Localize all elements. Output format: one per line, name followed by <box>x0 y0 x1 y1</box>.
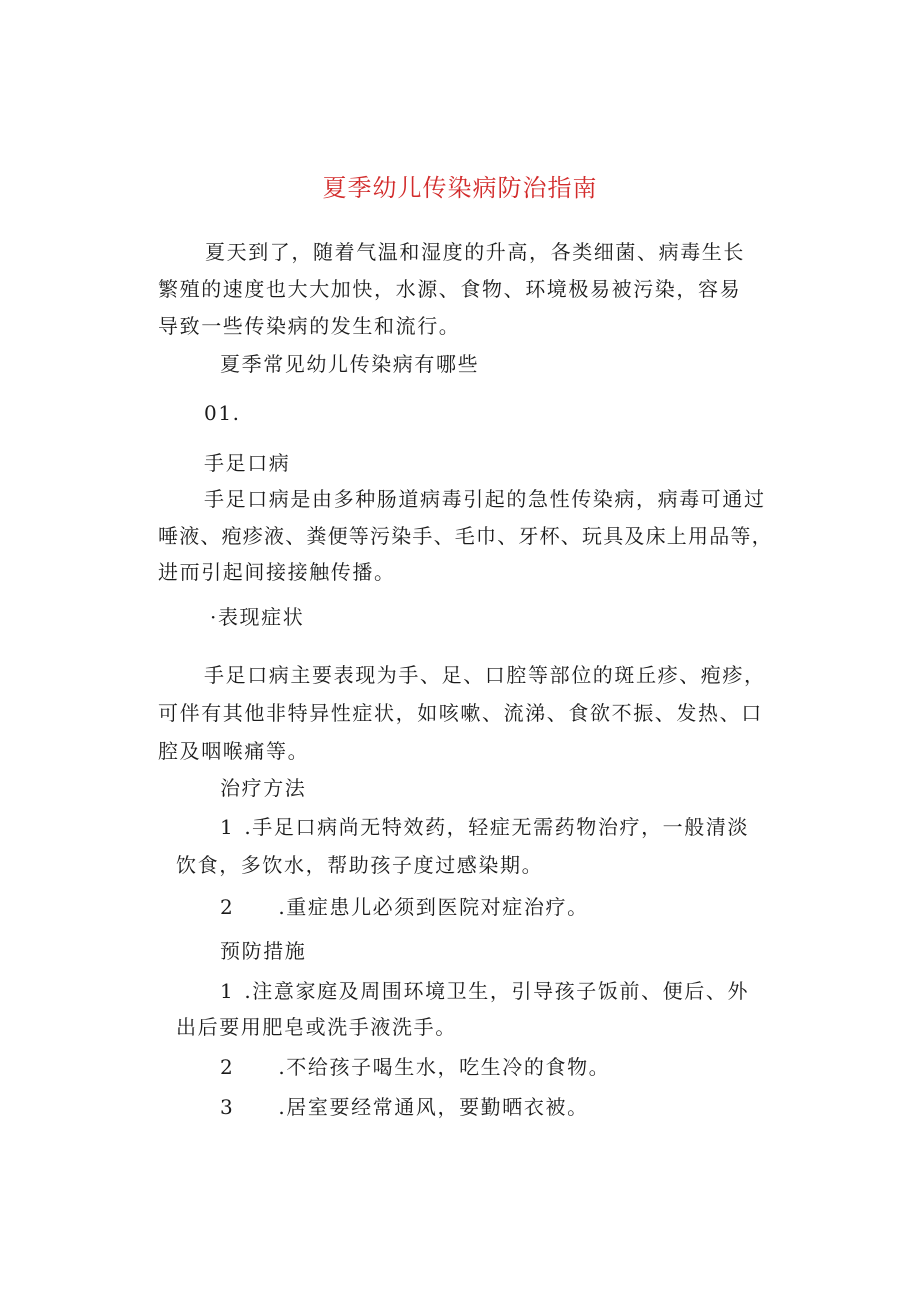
document-title: 夏季幼儿传染病防治指南 <box>322 174 598 202</box>
prevention-item-2-text: .不给孩子喝生水，吃生冷的食物。 <box>278 1055 611 1079</box>
intro-line-3: 导致一些传染病的发生和流行。 <box>158 314 461 338</box>
prevention-item-1-text: .注意家庭及周围环境卫生，引导孩子饭前、便后、外 <box>244 979 750 1003</box>
prevention-item-3-text: .居室要经常通风，要勤晒衣被。 <box>278 1095 589 1119</box>
disease-name: 手足口病 <box>204 451 291 475</box>
prevention-item-1-continued: 出后要用肥皂或洗手液洗手。 <box>176 1015 457 1039</box>
disease-desc-line-2: 唾液、疱疹液、粪便等污染手、毛巾、牙杯、玩具及床上用品等， <box>158 524 773 548</box>
prevention-item-3 <box>220 1093 589 1121</box>
prevention-item-3-number: 3 <box>220 1095 235 1119</box>
disease-desc-line-1: 手足口病是由多种肠道病毒引起的急性传染病，病毒可通过 <box>204 487 766 511</box>
prevention-item-2 <box>220 1053 610 1081</box>
intro-line-2: 繁殖的速度也大大加快，水源、食物、环境极易被污染，容易 <box>158 277 742 301</box>
symptoms-heading: ·表现症状 <box>210 605 305 629</box>
treatment-item-1 <box>220 813 749 841</box>
symptoms-desc-line-2: 可伴有其他非特异性症状，如咳嗽、流涕、食欲不振、发热、口 <box>158 701 763 725</box>
treatment-item-2 <box>220 893 589 921</box>
section-heading: 夏季常见幼儿传染病有哪些 <box>220 352 480 376</box>
treatment-item-1-number: 1 <box>220 815 235 839</box>
treatment-item-2-number: 2 <box>220 895 235 919</box>
item-number: 01. <box>204 401 241 425</box>
symptoms-desc-line-3: 腔及咽喉痛等。 <box>158 739 310 763</box>
prevention-item-1-number: 1 <box>220 979 235 1003</box>
treatment-item-1-text: .手足口病尚无特效药，轻症无需药物治疗，一般清淡 <box>244 815 750 839</box>
prevention-item-2-number: 2 <box>220 1055 235 1079</box>
prevention-item-1 <box>220 977 749 1005</box>
treatment-item-2-text: .重症患儿必须到医院对症治疗。 <box>278 895 589 919</box>
treatment-heading: 治疗方法 <box>220 776 307 800</box>
symptoms-desc-line-1: 手足口病主要表现为手、足、口腔等部位的斑丘疹、疱疹， <box>204 663 766 687</box>
treatment-item-1-continued: 饮食，多饮水，帮助孩子度过感染期。 <box>176 853 544 877</box>
prevention-heading: 预防措施 <box>220 939 307 963</box>
intro-line-1: 夏天到了，随着气温和湿度的升高，各类细菌、病毒生长 <box>205 240 745 264</box>
disease-desc-line-3: 进而引起间接接触传播。 <box>158 560 396 584</box>
